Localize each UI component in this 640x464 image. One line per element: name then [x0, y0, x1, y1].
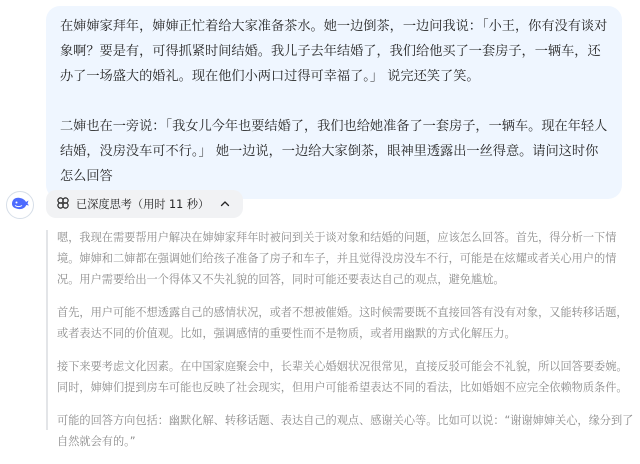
user-message-paragraph: 在婶婶家拜年，婶婶正忙着给大家准备茶水。她一边倒茶，一边问我说：「小王，你有没有谈对象啊？要是有，可得抓紧时间结婚。我儿子去年结婚了，我们给他买了一套房子，一辆车，还办了一场盛大的婚礼。现在他们小两口过得可幸福了。」 说完还笑了笑。: [60, 19, 608, 84]
deep-think-icon: [56, 196, 70, 213]
thinking-paragraph: 可能的回答方向包括：幽默化解、转移话题、表达自己的观点、感谢关心等。比如可以说：“谢谢婶婶关心，缘分到了自然就会有的。”: [57, 414, 634, 448]
deep-think-label: 已深度思考（用时 11 秒）: [76, 198, 210, 211]
whale-logo-icon: [10, 193, 30, 217]
user-message-bubble: [46, 6, 622, 199]
thinking-paragraph: 嗯，我现在需要帮用户解决在婶婶家拜年时被问到关于谈对象和结婚的问题，应该怎么回答。首先，得分析一下情境。婶婶和二婶都在强调她们给孩子准备了房子和车子，并且觉得没房没车不行，可能是在炫耀或者关心用户的情况。用户需要给出一个得体又不失礼貌的回答，同时可能还要表达自己的观点，避免尴尬。: [57, 231, 617, 286]
thinking-text: [57, 227, 635, 464]
thinking-content: [46, 222, 640, 448]
thinking-paragraph: 首先，用户可能不想透露自己的感情状况，或者不想被催婚。这时候需要既不直接回答有没有对象，又能转移话题，或者表达不同的价值观。比如，强调感情的重要性而不是物质，或者用幽默的方式化解压力。: [57, 306, 628, 340]
thinking-rail: [46, 230, 48, 430]
thinking-paragraph: 接下来要考虑文化因素。在中国家庭聚会中，长辈关心婚姻状况很常见，直接反驳可能会不礼貌，所以回答要委婉。同时，婶婶们提到房车可能也反映了社会现实，但用户可能希望表达不同的看法，比如婚姻不应完全依赖物质条件。: [57, 360, 628, 394]
user-message-paragraph: 二婶也在一旁说：「我女儿今年也要结婚了，我们也给她准备了一套房子，一辆车。现在年轻人结婚，没房没车可不行。」 她一边说，一边给大家倒茶，眼神里透露出一丝得意。请问这时你怎么回答: [60, 119, 608, 184]
assistant-avatar: [6, 191, 34, 219]
deep-think-toggle[interactable]: [46, 190, 243, 218]
chevron-up-icon: [219, 198, 231, 210]
